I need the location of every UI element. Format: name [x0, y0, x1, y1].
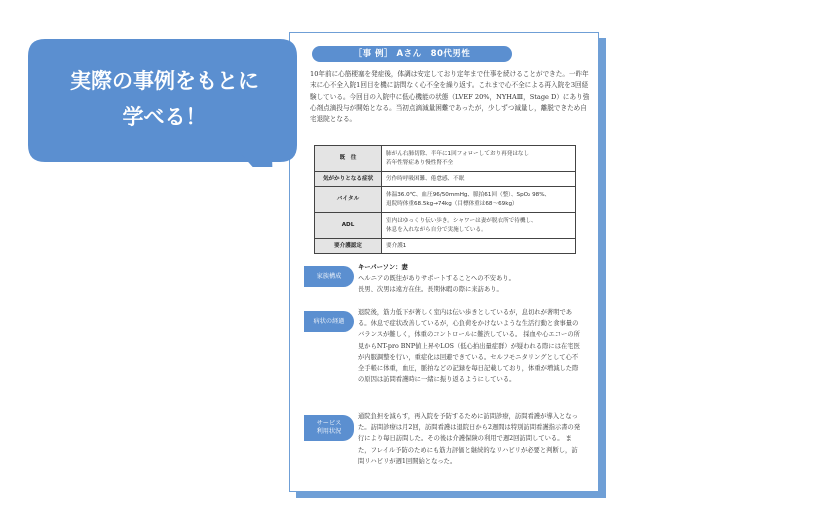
- section-body-progress: 退院後，筋力低下が著しく室内は伝い歩きとしているが，息切れが著明である。休息で症状改善しているが，心負荷をかけないような生活行動と食事量のバランスが難しく，体重のコントロールに難渋している。 採血や心エコーの所見からNT-pro BNP値上昇やLOS（低心拍出量症群）が疑われる際には在宅医が内服調整を行い，重症化は回避できている。セルフモニタリングとして心不全手帳に体重，血圧，脈拍などの記録を毎日記載しており，体重が増減した際の原因は訪問看護時に一緒に振り返るようにしている。: [358, 309, 580, 384]
- case-intro: 10年前に心筋梗塞を発症後，体調は安定しており定年まで仕事を続けることができた。一昨年末に心不全入院1回目を機に訪問なく心不全を繰り返す。これまで心不全による再入院を3回経験している。今回目の入院中に低心機能の状態（LVEF 20%，NYHAⅢ，Stage D）にあり強心剤点滴投与が開始となる。当初点滴減量困難であったが，少しずつ減量し，離脱できため自宅退院となる。: [310, 70, 590, 124]
- bubble-headline: [30, 63, 299, 135]
- section-heading: キーパーソン：妻: [358, 264, 408, 271]
- table-row: [315, 146, 576, 172]
- table-row-value: 肺がん右肺切除、半年に1回フォローしており再発はなし 若年性腎症あり慢性腎不全: [382, 146, 576, 172]
- table-row: [315, 187, 576, 213]
- table-row-value: 要介護1: [382, 239, 576, 254]
- table-row-value: 労作時呼吸困難、倦怠感、不眠: [382, 172, 576, 187]
- table-row-value: 体温36.0℃、血圧96/50mmHg、脈拍61回（整）、SpO₂ 98%、 退院時体重68.5kg→74kg（目標体重は68～69kg）: [382, 187, 576, 213]
- table-row-label: バイタル: [315, 187, 382, 213]
- bubble-line-2: 学べる！: [122, 105, 207, 129]
- section-text: ヘルニアの既往がありサポートすることへの不安あり。 長男、次男は遠方在住。長期休暇の際に来訪あり。: [358, 275, 515, 294]
- document-page: [289, 32, 599, 492]
- table-row: [315, 239, 576, 254]
- section-label-services: サービス 利用状況: [304, 415, 354, 441]
- table-row: [315, 172, 576, 187]
- case-info-table: [314, 145, 576, 254]
- section-body-family: [358, 262, 582, 296]
- section-label-progress: 病状の経過: [304, 311, 354, 332]
- section-label-family: 家族構成: [304, 266, 354, 287]
- section-body-services: 通院負担を減らす，再入院を予防するために訪問診療，訪問看護が導入となった。訪問診療は月2回，訪問看護は退院日から2週間は特別訪問看護指示書の発行により毎日訪問した。その後は介護保険の利用で週2回訪問している。 また，フレイル予防のためにも筋力評価と継続的なリハビリが必要と判断し，訪問リハビリが週1回開始となった。: [358, 413, 581, 465]
- table-row-label: 既 往: [315, 146, 382, 172]
- table-row-label: ADL: [315, 213, 382, 239]
- table-row: [315, 213, 576, 239]
- table-row-value: 室内はゆっくり伝い歩き。シャワーは妻が脱衣所で待機し、 休息を入れながら自分で実施している。: [382, 213, 576, 239]
- case-title: ［事 例］ Aさん 80代男性: [312, 46, 512, 62]
- table-row-label: 要介護認定: [315, 239, 382, 254]
- bubble-line-1: 実際の事例をもとに: [70, 69, 259, 93]
- table-row-label: 気がかりとなる症状: [315, 172, 382, 187]
